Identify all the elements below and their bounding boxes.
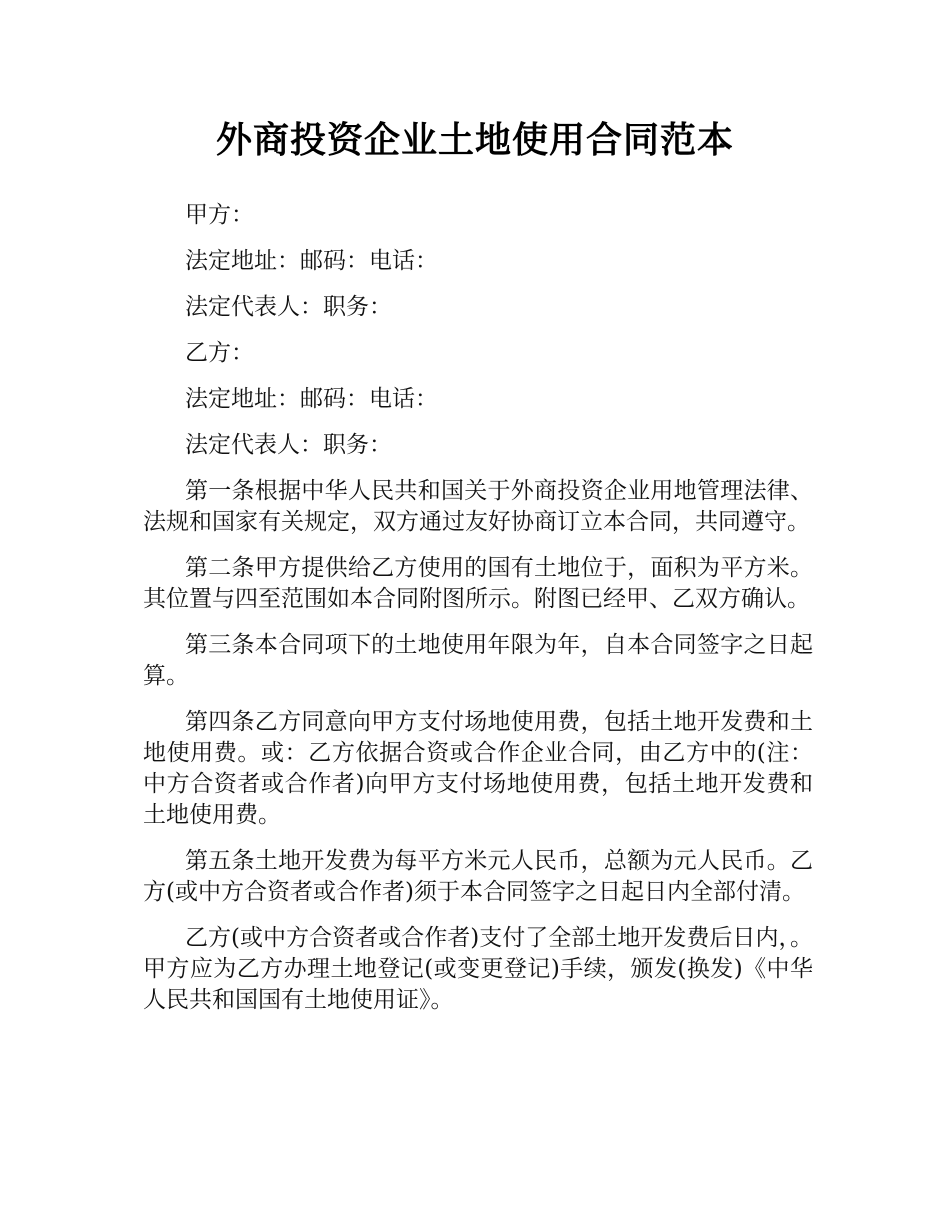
article-1-paragraph: 第一条根据中华人民共和国关于外商投资企业用地管理法律、法规和国家有关规定，双方通过友好协商订立本合同，共同遵守。 [143, 478, 813, 535]
article-5-paragraph: 第五条土地开发费为每平方米元人民币，总额为元人民币。乙方(或中方合资者或合作者)须于本合同签字之日起日内全部付清。 [143, 848, 813, 905]
article-2-paragraph: 第二条甲方提供给乙方使用的国有土地位于，面积为平方米。其位置与四至范围如本合同附图所示。附图已经甲、乙双方确认。 [143, 555, 813, 612]
party-a-address-line: 法定地址：邮码：电话： [185, 248, 438, 274]
article-3-paragraph: 第三条本合同项下的土地使用年限为年，自本合同签字之日起算。 [143, 632, 813, 689]
party-a-representative-line: 法定代表人：职务： [185, 294, 392, 320]
document-body [143, 200, 813, 1031]
document-title: 外商投资企业土地使用合同范本 [215, 120, 734, 161]
party-b-representative-line: 法定代表人：职务： [185, 432, 392, 458]
party-b-name-line: 乙方： [185, 340, 254, 366]
party-a-name-line: 甲方： [185, 202, 254, 228]
article-4-paragraph: 第四条乙方同意向甲方支付场地使用费，包括土地开发费和土地使用费。或：乙方依据合资或合作企业合同，由乙方中的(注：中方合资者或合作者)向甲方支付场地使用费，包括土地开发费和土地使用费。 [143, 709, 813, 828]
party-b-address-line: 法定地址：邮码：电话： [185, 386, 438, 412]
article-5-continuation-paragraph: 乙方(或中方合资者或合作者)支付了全部土地开发费后日内，。甲方应为乙方办理土地登记(或变更登记)手续，颁发(换发)《中华人民共和国国有土地使用证》。 [143, 925, 813, 1013]
